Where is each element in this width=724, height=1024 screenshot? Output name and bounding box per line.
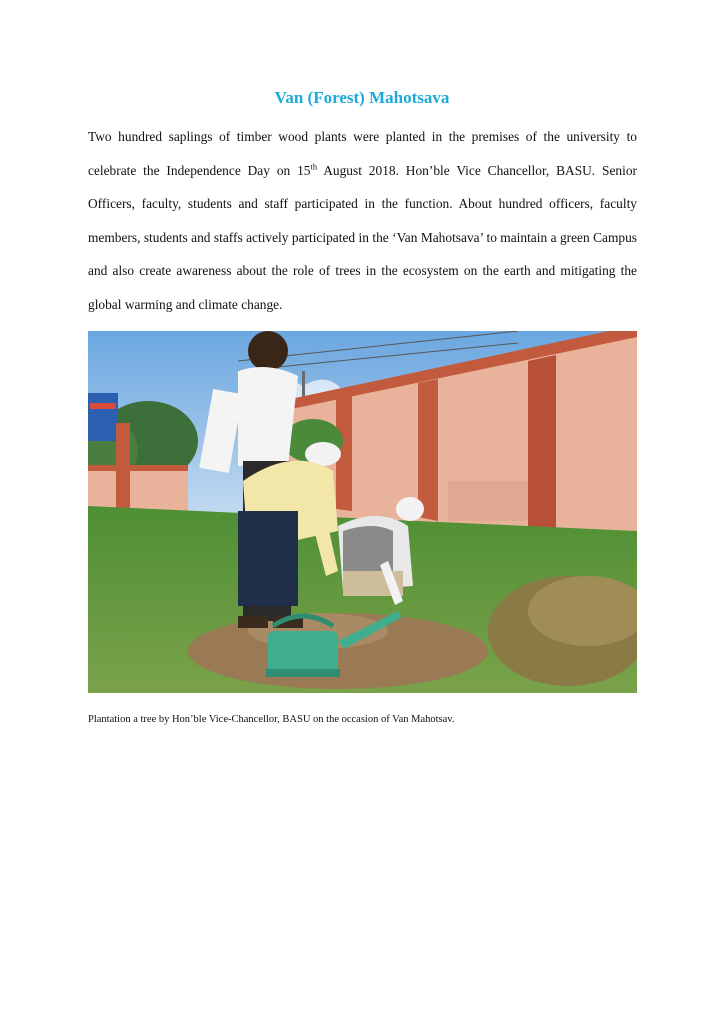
date-superscript: th [310,161,318,172]
left-boundary-wall [88,471,188,511]
plantation-photo-illustration [88,331,637,693]
photo-caption: Plantation a tree by Hon’ble Vice-Chancellor, BASU on the occasion of Van Mahotsav. [88,714,455,725]
plantation-photo [88,331,637,693]
page-title: Van (Forest) Mahotsava [274,88,450,107]
paragraph-part-1: Two hundred saplings of timber wood plants were planted in the premises of the university to celebrate the Independence Day on 15 [88,129,637,178]
paragraph-part-2: August 2018. Hon’ble Vice Chancellor, BASU. Senior Officers, faculty, students and staff participated in the function. About hundred officers, faculty members, students and staffs actively participated in the ‘Van Mahotsava’ to maintain a green Campus and also create awareness about the role of trees in the ecosystem on the earth and mitigating the global warming and climate change. [88,162,637,312]
body-paragraph [88,120,637,322]
billboard [88,393,118,441]
